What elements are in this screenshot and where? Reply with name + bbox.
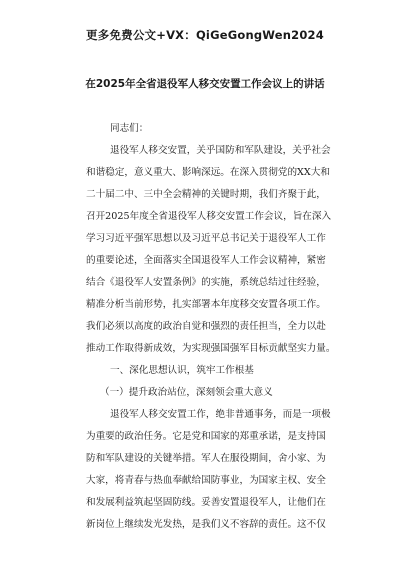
body-line: 退役军人移交安置，关乎国防和军队建设，关乎社会 [110, 145, 331, 156]
body-line: 结合《退役军人安置条例》的实施，系统总结过往经验， [86, 277, 326, 288]
watermark-text: 更多免费公文+VX：QiGeGongWen2024 [86, 28, 324, 42]
paragraph-significance [86, 404, 348, 536]
document-body [86, 118, 348, 536]
body-line: 学习习近平强军思想以及习近平总书记关于退役军人工作 [86, 233, 326, 244]
section-heading: 一、深化思想认识，筑牢工作根基 [110, 365, 254, 376]
body-line: 召开2025年度全省退役军人移交安置工作会议，旨在深入 [86, 211, 332, 222]
body-line: 我们必须以高度的政治自觉和强烈的责任担当，全力以赴 [86, 321, 326, 332]
body-line: 大家，将青春与热血奉献给国防事业，为国家主权、安全 [86, 475, 326, 486]
subsection-heading: （一）提升政治站位，深刻领会重大意义 [100, 387, 273, 398]
body-line: 二十届二中、三中全会精神的关键时期，我们齐聚于此， [86, 189, 326, 200]
body-line: 新岗位上继续发光发热，是我们义不容辞的责任。这不仅 [86, 519, 326, 530]
body-line: 精准分析当前形势，扎实部署本年度移交安置各项工作。 [86, 299, 326, 310]
body-line: 和发展利益筑起坚固防线。妥善安置退役军人，让他们在 [86, 497, 326, 508]
body-line: 推动工作取得新成效，为实现强国强军目标贡献坚实力量。 [86, 343, 336, 354]
body-line: 为重要的政治任务。它是党和国家的郑重承诺，是支持国 [86, 431, 326, 442]
body-line: 退役军人移交安置工作，绝非普通事务，而是一项极 [110, 409, 331, 420]
salutation: 同志们： [110, 123, 149, 134]
body-line: 防和军队建设的关键举措。军人在服役期间，舍小家、为 [86, 453, 326, 464]
paragraph-intro [86, 140, 348, 360]
body-line: 的重要论述，全面落实全国退役军人工作会议精神，紧密 [86, 255, 326, 266]
body-line: 和谐稳定，意义重大、影响深远。在深入贯彻党的XX大和 [86, 167, 330, 178]
document-title: 在2025年全省退役军人移交安置工作会议上的讲话 [85, 78, 325, 90]
